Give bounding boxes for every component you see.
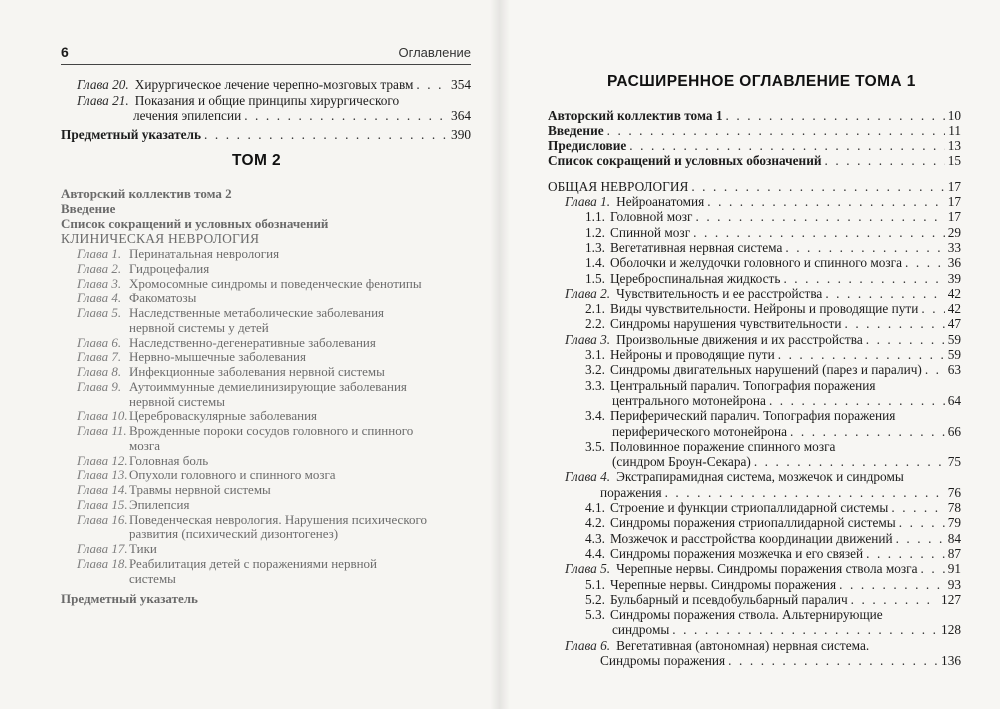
- chapter-label: Глава 4.: [77, 290, 122, 306]
- front-matter-title: Введение: [548, 123, 604, 138]
- chapter-label: Глава 5.: [565, 561, 611, 577]
- dot-leader: [244, 108, 448, 123]
- volume-2-chapter-line: [77, 482, 467, 497]
- chapter-label: Глава 6.: [77, 334, 122, 350]
- volume-2-chapter-line: [77, 305, 467, 320]
- volume-2-chapter-line: [77, 335, 467, 350]
- volume-2-chapter-line: [77, 276, 467, 291]
- chapter-title: Нейроанатомия: [616, 194, 705, 209]
- chapter-title: системы: [129, 570, 176, 586]
- toc-page-number: 63: [947, 362, 961, 378]
- toc-entry-subsection: [585, 439, 961, 454]
- dot-leader: [726, 108, 945, 123]
- toc-page-number: 79: [947, 515, 961, 531]
- chapter-title: Экстрапирамидная система, мозжечок и синдромы: [616, 469, 904, 485]
- chapter-title-continuation: лечения эпилепсии: [133, 108, 242, 123]
- volume-2-chapter-line: [77, 320, 467, 335]
- toc-entry-chapter: [565, 561, 961, 576]
- running-title: Оглавление: [398, 45, 471, 60]
- dot-leader: [754, 454, 945, 469]
- chapter-title: Инфекционные заболевания нервной системы: [129, 364, 385, 379]
- toc-page-number: 42: [947, 285, 961, 301]
- toc-entry-chapter: [565, 286, 961, 301]
- toc-entry-front-matter: [548, 138, 961, 153]
- volume-2-chapter-line: [77, 467, 467, 482]
- chapter-label: Глава 11.: [77, 423, 127, 438]
- subsection-number: 1.3.: [585, 239, 605, 255]
- chapter-title: Показания и общие принципы хирургического: [134, 93, 400, 108]
- dot-leader: [899, 515, 945, 530]
- toc-page-number: 29: [947, 224, 961, 240]
- toc-page-number: 354: [451, 77, 471, 92]
- front-matter-title: Список сокращений и условных обозначений: [548, 153, 822, 168]
- chapter-title: Цереброваскулярные заболевания: [129, 408, 318, 424]
- chapter-title: Факоматозы: [129, 290, 197, 306]
- subsection-number: 5.2.: [585, 591, 605, 607]
- chapter-title: Гидроцефалия: [129, 260, 210, 276]
- volume-2-abbrev: Список сокращений и условных обозначений: [61, 216, 329, 231]
- dot-leader: [769, 393, 945, 408]
- chapter-title: Тики: [129, 541, 157, 556]
- chapter-title: нервной системы у детей: [129, 319, 269, 335]
- volume-2-intro: Введение: [61, 201, 116, 216]
- subsection-number: 5.3.: [585, 607, 605, 623]
- toc-entry-chapter-cont: [600, 653, 961, 668]
- volume-2-chapter-line: [77, 541, 467, 556]
- subsection-title-continuation: синдромы: [612, 622, 670, 638]
- subsection-number: 1.2.: [585, 224, 605, 240]
- chapter-label: Глава 20.: [77, 77, 129, 92]
- chapter-label: Глава 10.: [77, 408, 128, 424]
- chapter-title: Чувствительность и ее расстройства: [616, 285, 823, 301]
- chapter-label: Глава 16.: [77, 511, 128, 527]
- dot-leader: [672, 622, 938, 637]
- toc-page-number: 17: [947, 194, 961, 209]
- dot-leader: [707, 194, 944, 209]
- toc-page-number: 127: [941, 591, 961, 607]
- subsection-number: 2.1.: [585, 301, 605, 317]
- chapter-label: Глава 13.: [77, 467, 128, 483]
- toc-page-number: 78: [947, 500, 961, 515]
- volume-2-chapter-line: [77, 438, 467, 453]
- toc-page-number: 66: [947, 423, 961, 439]
- toc-page-number: 11: [948, 123, 961, 138]
- toc-entry-subsection: [585, 255, 961, 270]
- dot-leader: [825, 286, 944, 301]
- toc-page-number: 64: [947, 392, 961, 408]
- chapter-label: Глава 9.: [77, 378, 122, 394]
- chapter-title: Поведенческая неврология. Нарушения психического: [129, 511, 427, 527]
- dot-leader: [629, 138, 944, 153]
- toc-entry-front-matter: [548, 108, 961, 123]
- volume-2-chapter-line: [77, 423, 467, 438]
- volume-2-chapter-line: [77, 246, 467, 261]
- subsection-title: Синдромы нарушения чувствительности: [609, 316, 842, 332]
- toc-entry-subsection: [585, 531, 961, 546]
- chapter-label: Глава 7.: [77, 349, 122, 365]
- chapter-title: Перинатальная неврология: [129, 246, 280, 261]
- subsection-title: Синдромы поражения мозжечка и его связей: [609, 545, 864, 561]
- subsection-title: Периферический паралич. Топография поражения: [609, 408, 896, 424]
- subsection-title: Половинное поражение спинного мозга: [609, 438, 836, 454]
- toc-entry-chapter: [565, 469, 961, 484]
- volume-2-chapter-line: [77, 379, 467, 394]
- subsection-number: 1.5.: [585, 270, 605, 286]
- volume-2-chapter-line: [77, 364, 467, 379]
- extended-toc-heading: РАСШИРЕННОЕ ОГЛАВЛЕНИЕ ТОМА 1: [607, 73, 916, 90]
- toc-entry-subsection: [585, 362, 961, 377]
- toc-entry-front-matter: [548, 153, 961, 168]
- dot-leader: [693, 225, 945, 240]
- chapter-title: мозга: [129, 437, 160, 453]
- front-matter-title: Предисловие: [548, 138, 627, 153]
- volume-2-section-title: КЛИНИЧЕСКАЯ НЕВРОЛОГИЯ: [61, 231, 260, 246]
- book-gutter: [490, 0, 510, 709]
- subsection-number: 3.2.: [585, 362, 605, 378]
- toc-entry-subsection: [585, 240, 961, 255]
- toc-entry-subsection-cont: [612, 622, 961, 637]
- chapter-title: Вегетативная (автономная) нервная система.: [616, 637, 870, 653]
- chapter-title-continuation: поражения: [600, 484, 662, 500]
- chapter-title: Врожденные пороки сосудов головного и спинного: [129, 423, 414, 438]
- toc-entry-subsection: [585, 607, 961, 622]
- subsection-title: Оболочки и желудочки головного и спинного мозга: [609, 255, 903, 271]
- chapter-title: Реабилитация детей с поражениями нервной: [129, 555, 378, 571]
- chapter-label: Глава 1.: [565, 194, 611, 209]
- toc-page-number: 91: [947, 561, 961, 577]
- dot-leader: [665, 485, 945, 500]
- toc-entry-subsection: [585, 225, 961, 240]
- chapter-label: Глава 2.: [77, 260, 122, 276]
- toc-page-number: 17: [947, 209, 961, 225]
- toc-page-number: 364: [451, 108, 471, 123]
- toc-page-number: 128: [941, 622, 961, 638]
- toc-entry-subsection: [585, 515, 961, 530]
- chapter-title: Наследственные метаболические заболевания: [129, 305, 385, 320]
- volume-2-chapter-line: [77, 526, 467, 541]
- dot-leader: [607, 123, 946, 138]
- chapter-title: Хромосомные синдромы и поведенческие фенотипы: [129, 275, 422, 291]
- running-header: [61, 44, 471, 65]
- subsection-title: Черепные нервы. Синдромы поражения: [609, 576, 837, 592]
- dot-leader: [839, 577, 945, 592]
- subsection-title: Мозжечок и расстройства координации движений: [609, 530, 893, 546]
- dot-leader: [416, 77, 448, 92]
- toc-entry-front-matter: [548, 123, 961, 138]
- chapter-title: Произвольные движения и их расстройства: [616, 331, 863, 347]
- toc-page-number: 76: [947, 484, 961, 500]
- chapter-title: Травмы нервной системы: [129, 482, 271, 497]
- toc-entry-chapter-20: [77, 77, 471, 92]
- toc-entry-subsection: [585, 378, 961, 393]
- chapter-title: Нервно-мышечные заболевания: [129, 349, 306, 365]
- chapter-title: Хирургическое лечение черепно-мозговых травм: [134, 77, 414, 92]
- subsection-title: Центральный паралич. Топография поражения: [609, 377, 876, 393]
- toc-page-number: 42: [947, 301, 961, 317]
- toc-page-number: 59: [947, 331, 961, 347]
- dot-leader: [790, 424, 945, 439]
- volume-2-chapter-line: [77, 453, 467, 468]
- toc-entry-subsection: [585, 500, 961, 515]
- volume-2-heading: ТОМ 2: [232, 152, 281, 169]
- subsection-number: 3.1.: [585, 347, 605, 362]
- toc-page-number: 93: [947, 576, 961, 592]
- chapter-label: Глава 2.: [565, 285, 611, 301]
- dot-leader: [921, 561, 945, 576]
- chapter-label: Глава 3.: [77, 275, 122, 291]
- dot-leader: [866, 332, 945, 347]
- toc-page-number: 13: [947, 138, 961, 153]
- subsection-title: Бульбарный и псевдобульбарный паралич: [609, 591, 848, 607]
- toc-entry-subsection: [585, 347, 961, 362]
- subsection-number: 4.2.: [585, 515, 605, 531]
- dot-leader: [783, 271, 944, 286]
- toc-entry-chapter-21-cont: [133, 108, 471, 123]
- toc-entry-subsection: [585, 408, 961, 423]
- chapter-title: Эпилепсия: [129, 496, 190, 512]
- toc-entry-subsection: [585, 301, 961, 316]
- subsection-title-continuation: центрального мотонейрона: [612, 392, 766, 408]
- volume-2-chapter-line: [77, 349, 467, 364]
- volume-2-chapter-line: [77, 571, 467, 586]
- toc-page-number: 33: [947, 239, 961, 255]
- volume-2-chapter-line: [77, 261, 467, 276]
- chapter-label: Глава 15.: [77, 496, 128, 512]
- chapter-title: Черепные нервы. Синдромы поражения ствола мозга: [616, 561, 918, 577]
- subsection-title-continuation: периферического мотонейрона: [612, 423, 788, 439]
- subsection-title: Вегетативная нервная система: [609, 239, 783, 255]
- subsection-title: Синдромы двигательных нарушений (парез и паралич): [609, 362, 922, 378]
- dot-leader: [851, 592, 938, 607]
- subsection-title: Синдромы поражения стриопаллидарной системы: [609, 515, 896, 531]
- subsection-number: 5.1.: [585, 576, 605, 592]
- section-title: ОБЩАЯ НЕВРОЛОГИЯ: [548, 179, 689, 194]
- toc-page-number: 17: [947, 179, 961, 194]
- toc-page-number: 59: [947, 347, 961, 362]
- toc-entry-subject-index: [61, 127, 471, 142]
- subsection-number: 4.4.: [585, 545, 605, 561]
- chapter-title: Головная боль: [129, 452, 209, 468]
- dot-leader: [695, 209, 944, 224]
- chapter-title: нервной системы: [129, 393, 225, 409]
- volume-2-chapter-line: [77, 394, 467, 409]
- chapter-title-continuation: Синдромы поражения: [600, 653, 726, 668]
- dot-leader: [891, 500, 944, 515]
- front-matter-title: Авторский коллектив тома 1: [548, 108, 723, 123]
- toc-entry-chapter-21: [77, 93, 471, 108]
- dot-leader: [778, 347, 945, 362]
- volume-2-chapter-line: [77, 290, 467, 305]
- chapter-label: Глава 14.: [77, 482, 128, 497]
- dot-leader: [921, 301, 944, 316]
- subsection-title-continuation: (синдром Броун-Секара): [612, 454, 751, 470]
- toc-entry-subsection-cont: [612, 424, 961, 439]
- volume-2-chapter-line: [77, 408, 467, 423]
- toc-entry-chapter: [565, 638, 961, 653]
- toc-page-number: 10: [947, 108, 961, 123]
- dot-leader: [204, 127, 448, 142]
- chapter-label: Глава 8.: [77, 364, 122, 379]
- dot-leader: [905, 255, 945, 270]
- chapter-title: Опухоли головного и спинного мозга: [129, 467, 336, 483]
- toc-entry-subsection: [585, 592, 961, 607]
- chapter-label: Глава 3.: [565, 331, 611, 347]
- toc-page-number: 36: [947, 255, 961, 271]
- toc-page-number: 136: [941, 653, 961, 668]
- subsection-title: Синдромы поражения ствола. Альтернирующие: [609, 607, 883, 623]
- dot-leader: [896, 531, 945, 546]
- chapter-label: Глава 6.: [565, 637, 611, 653]
- toc-page-number: 75: [947, 454, 961, 470]
- subsection-title: Нейроны и проводящие пути: [609, 347, 775, 362]
- toc-entry-chapter: [565, 332, 961, 347]
- toc-entry-subsection-cont: [612, 393, 961, 408]
- subsection-title: Виды чувствительности. Нейроны и проводящие пути: [609, 301, 919, 317]
- volume-2-subject-index: Предметный указатель: [61, 591, 198, 607]
- chapter-label: Глава 1.: [77, 246, 122, 261]
- toc-page-number: 390: [451, 127, 471, 142]
- subsection-title: Цереброспинальная жидкость: [609, 270, 781, 286]
- toc-page-number: 15: [947, 153, 961, 168]
- dot-leader: [825, 153, 945, 168]
- subsection-title: Спинной мозг: [609, 224, 691, 240]
- dot-leader: [785, 240, 944, 255]
- toc-entry-section: [548, 179, 961, 194]
- toc-page-number: 47: [947, 316, 961, 332]
- subsection-title: Головной мозг: [609, 209, 693, 225]
- subsection-number: 1.4.: [585, 255, 605, 271]
- subsection-number: 1.1.: [585, 209, 605, 225]
- toc-entry-subsection-cont: [612, 454, 961, 469]
- subsection-number: 3.4.: [585, 408, 605, 424]
- subsection-number: 3.5.: [585, 438, 605, 454]
- toc-page-number: 87: [947, 545, 961, 561]
- subsection-number: 2.2.: [585, 316, 605, 332]
- toc-entry-subsection: [585, 546, 961, 561]
- dot-leader: [866, 546, 945, 561]
- subsection-title: Строение и функции стриопаллидарной системы: [609, 500, 889, 515]
- subsection-number: 4.3.: [585, 530, 605, 546]
- right-page: [500, 0, 1000, 709]
- chapter-label: Глава 21.: [77, 93, 129, 108]
- subject-index-title: Предметный указатель: [61, 127, 202, 142]
- subsection-number: 4.1.: [585, 500, 605, 515]
- chapter-title: Наследственно-дегенеративные заболевания: [129, 334, 376, 350]
- toc-entry-subsection: [585, 577, 961, 592]
- toc-page-number: 84: [947, 530, 961, 546]
- toc-entry-chapter-cont: [600, 485, 961, 500]
- subsection-number: 3.3.: [585, 377, 605, 393]
- dot-leader: [925, 362, 945, 377]
- chapter-label: Глава 12.: [77, 452, 128, 468]
- toc-entry-chapter: [565, 194, 961, 209]
- chapter-label: Глава 4.: [565, 469, 611, 485]
- chapter-label: Глава 18.: [77, 555, 128, 571]
- volume-2-chapter-line: [77, 556, 467, 571]
- page-number: 6: [61, 44, 69, 60]
- volume-2-chapter-line: [77, 512, 467, 527]
- dot-leader: [844, 316, 944, 331]
- toc-page-number: 39: [947, 270, 961, 286]
- chapter-label: Глава 17.: [77, 541, 128, 556]
- volume-2-authors: Авторский коллектив тома 2: [61, 186, 232, 201]
- toc-entry-subsection: [585, 316, 961, 331]
- dot-leader: [728, 653, 938, 668]
- chapter-title: Аутоиммунные демиелинизирующие заболевания: [129, 378, 407, 394]
- volume-2-chapter-line: [77, 497, 467, 512]
- chapter-label: Глава 5.: [77, 305, 122, 320]
- toc-entry-subsection: [585, 271, 961, 286]
- dot-leader: [691, 179, 944, 194]
- toc-entry-subsection: [585, 209, 961, 224]
- chapter-title: развития (психический дизонтогенез): [129, 526, 339, 542]
